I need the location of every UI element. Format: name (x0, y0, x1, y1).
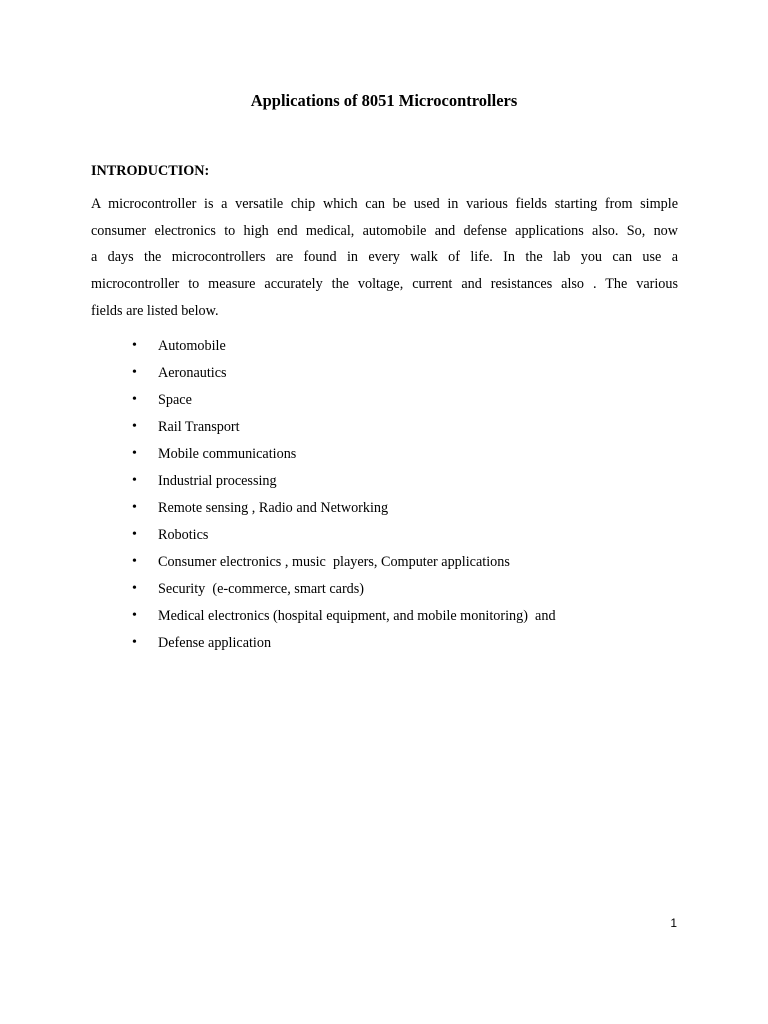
bullet-icon: • (132, 338, 137, 353)
list-item-label: Defense application (158, 635, 272, 651)
page-number: 1 (670, 916, 677, 930)
list-item-label: Medical electronics (hospital equipment, and mobile monitoring) and (158, 608, 556, 624)
list-item-label: Aeronautics (158, 365, 227, 381)
bullet-icon: • (132, 527, 137, 542)
bullet-icon: • (132, 500, 137, 515)
intro-line: microcontroller to measure accurately the voltage, current and resistances also . The various (91, 276, 678, 293)
bullet-icon: • (132, 554, 137, 569)
list-item-label: Automobile (158, 338, 226, 354)
list-item-label: Space (158, 392, 192, 408)
list-item-label: Rail Transport (158, 419, 240, 435)
section-heading-introduction: INTRODUCTION: (91, 163, 210, 179)
list-item-label: Industrial processing (158, 473, 277, 489)
bullet-icon: • (132, 365, 137, 380)
bullet-icon: • (132, 608, 137, 623)
list-item-label: Mobile communications (158, 446, 297, 462)
bullet-icon: • (132, 446, 137, 461)
bullet-icon: • (132, 635, 137, 650)
intro-line: fields are listed below. (91, 302, 219, 319)
bullet-icon: • (132, 581, 137, 596)
bullet-icon: • (132, 392, 137, 407)
intro-line: a days the microcontrollers are found in every walk of life. In the lab you can use a (91, 249, 678, 266)
list-item-label: Security (e-commerce, smart cards) (158, 581, 365, 597)
intro-line: consumer electronics to high end medical, automobile and defense applications also. So, now (91, 222, 678, 239)
list-item-label: Robotics (158, 527, 209, 543)
list-item-label: Remote sensing , Radio and Networking (158, 500, 389, 516)
bullet-icon: • (132, 473, 137, 488)
intro-line: A microcontroller is a versatile chip which can be used in various fields starting from simple (91, 196, 678, 212)
bullet-icon: • (132, 419, 137, 434)
introduction-paragraph (91, 191, 678, 325)
document-title: Applications of 8051 Microcontrollers (250, 91, 518, 110)
list-item-label: Consumer electronics , music players, Computer applications (158, 554, 510, 570)
